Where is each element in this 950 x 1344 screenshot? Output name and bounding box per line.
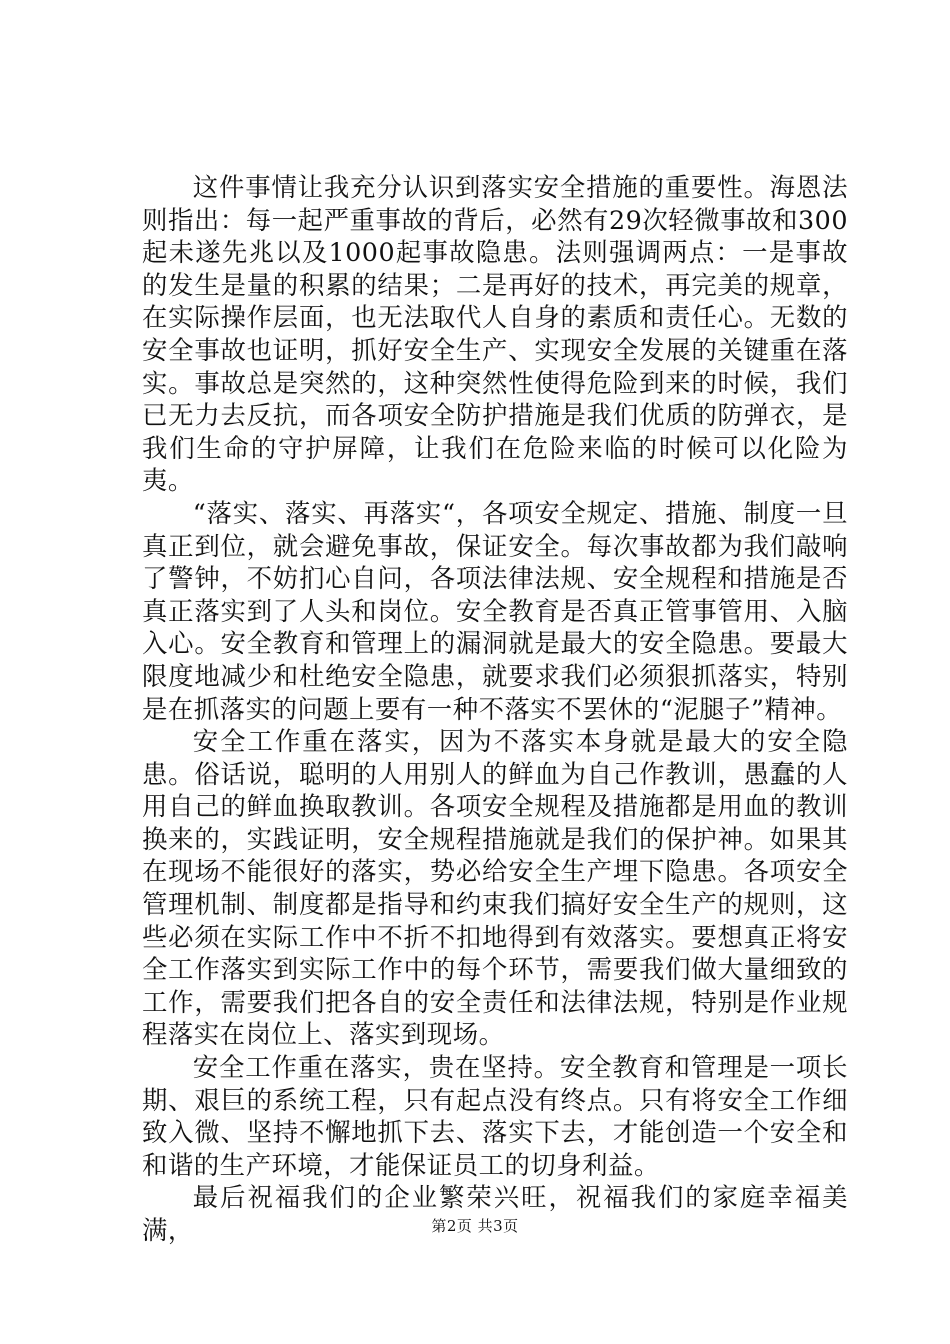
page-number-footer: 第2页 共3页 xyxy=(431,1217,519,1235)
paragraph: “落实、落实、再落实“，各项安全规定、措施、制度一旦真正到位，就会避免事故，保证安全。每次事故都为我们敲响了警钟，不妨扪心自问，各项法律法规、安全规程和措施是否真正落实到了人头和岗位。安全教育是否真正管事管用、入脑入心。安全教育和管理上的漏洞就是最大的安全隐患。要最大限度地减少和杜绝安全隐患，就要求我们必须狠抓落实，特别是在抓落实的问题上要有一种不落实不罢休的“泥腿子”精神。 xyxy=(142,497,848,724)
paragraph: 安全工作重在落实，贵在坚持。安全教育和管理是一项长期、艰巨的系统工程，只有起点没有终点。只有将安全工作细致入微、坚持不懈地抓下去、落实下去，才能创造一个安全和和谐的生产环境，才能保证员工的切身利益。 xyxy=(142,1052,848,1180)
paragraph: 这件事情让我充分认识到落实安全措施的重要性。海恩法则指出：每一起严重事故的背后，必然有29次轻微事故和300起未遂先兆以及1000起事故隐患。法则强调两点：一是事故的发生是量的积累的结果；二是再好的技术，再完美的规章，在实际操作层面，也无法取代人自身的素质和责任心。无数的安全事故也证明，抓好安全生产、实现安全发展的关键重在落实。事故总是突然的，这种突然性使得危险到来的时候，我们已无力去反抗，而各项安全防护措施是我们优质的防弹衣，是我们生命的守护屏障，让我们在危险来临的时候可以化险为夷。 xyxy=(142,172,848,496)
paragraph: 最后祝福我们的企业繁荣兴旺，祝福我们的家庭幸福美满， xyxy=(142,1182,848,1245)
body-text xyxy=(142,171,848,1247)
paragraph: 安全工作重在落实，因为不落实本身就是最大的安全隐患。俗话说，聪明的人用别人的鲜血为自己作教训，愚蠢的人用自己的鲜血换取教训。各项安全规程及措施都是用血的教训换来的，实践证明，安全规程措施就是我们的保护神。如果其在现场不能很好的落实，势必给安全生产埋下隐患。各项安全管理机制、制度都是指导和约束我们搞好安全生产的规则，这些必须在实际工作中不折不扣地得到有效落实。要想真正将安全工作落实到实际工作中的每个环节，需要我们做大量细致的工作，需要我们把各自的安全责任和法律法规，特别是作业规程落实在岗位上、落实到现场。 xyxy=(142,726,848,1050)
